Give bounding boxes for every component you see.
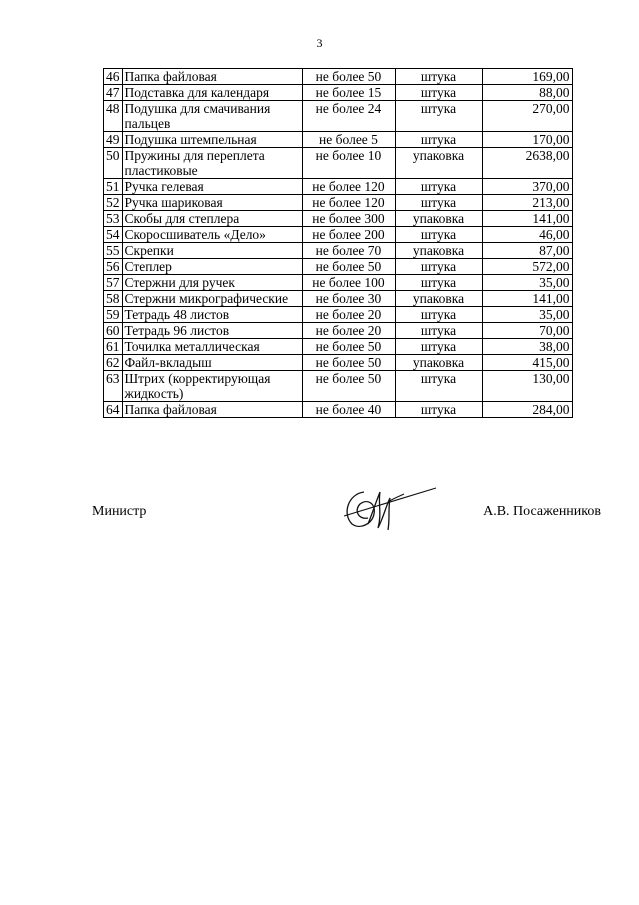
item-quantity: не более 50 (302, 259, 395, 275)
item-name: Тетрадь 48 листов (122, 307, 302, 323)
item-unit: штука (395, 402, 482, 418)
item-unit: штука (395, 275, 482, 291)
item-name: Папка файловая (122, 69, 302, 85)
item-quantity: не более 70 (302, 243, 395, 259)
item-quantity: не более 15 (302, 85, 395, 101)
item-unit: штука (395, 307, 482, 323)
table-row (104, 323, 573, 339)
item-price: 284,00 (482, 402, 572, 418)
table-row (104, 339, 573, 355)
row-number: 49 (104, 132, 123, 148)
item-price: 70,00 (482, 323, 572, 339)
item-quantity: не более 50 (302, 355, 395, 371)
row-number: 62 (104, 355, 123, 371)
table-row (104, 69, 573, 85)
item-price: 35,00 (482, 275, 572, 291)
row-number: 55 (104, 243, 123, 259)
item-unit: упаковка (395, 148, 482, 179)
item-price: 169,00 (482, 69, 572, 85)
table-row (104, 291, 573, 307)
item-price: 213,00 (482, 195, 572, 211)
item-price: 415,00 (482, 355, 572, 371)
table-row (104, 179, 573, 195)
item-name: Подушка для смачивания пальцев (122, 101, 302, 132)
item-unit: штука (395, 85, 482, 101)
table-row (104, 355, 573, 371)
item-name: Папка файловая (122, 402, 302, 418)
table-row (104, 227, 573, 243)
item-price: 141,00 (482, 211, 572, 227)
table-row (104, 195, 573, 211)
item-name: Файл-вкладыш (122, 355, 302, 371)
row-number: 57 (104, 275, 123, 291)
item-name: Скобы для степлера (122, 211, 302, 227)
item-price: 270,00 (482, 101, 572, 132)
table-row (104, 132, 573, 148)
row-number: 64 (104, 402, 123, 418)
item-unit: штука (395, 101, 482, 132)
item-quantity: не более 20 (302, 323, 395, 339)
item-name: Ручка шариковая (122, 195, 302, 211)
item-unit: штука (395, 179, 482, 195)
item-unit: штука (395, 195, 482, 211)
item-price: 46,00 (482, 227, 572, 243)
table-row (104, 243, 573, 259)
item-name: Стержни микрографические (122, 291, 302, 307)
item-name: Штрих (корректирующая жидкость) (122, 371, 302, 402)
signatory-title: Министр (92, 504, 147, 519)
item-unit: упаковка (395, 211, 482, 227)
item-name: Скоросшиватель «Дело» (122, 227, 302, 243)
row-number: 51 (104, 179, 123, 195)
table-row (104, 148, 573, 179)
table-row (104, 371, 573, 402)
row-number: 63 (104, 371, 123, 402)
item-quantity: не более 50 (302, 69, 395, 85)
item-price: 141,00 (482, 291, 572, 307)
item-name: Пружины для переплета пластиковые (122, 148, 302, 179)
item-unit: штука (395, 69, 482, 85)
item-name: Подставка для календаря (122, 85, 302, 101)
item-quantity: не более 50 (302, 371, 395, 402)
row-number: 52 (104, 195, 123, 211)
item-price: 170,00 (482, 132, 572, 148)
handwritten-signature-icon (338, 484, 438, 540)
row-number: 60 (104, 323, 123, 339)
item-unit: упаковка (395, 355, 482, 371)
item-quantity: не более 30 (302, 291, 395, 307)
table-row (104, 211, 573, 227)
item-name: Стержни для ручек (122, 275, 302, 291)
item-name: Подушка штемпельная (122, 132, 302, 148)
row-number: 47 (104, 85, 123, 101)
table-row (104, 402, 573, 418)
table-row (104, 275, 573, 291)
row-number: 56 (104, 259, 123, 275)
item-quantity: не более 200 (302, 227, 395, 243)
item-unit: штука (395, 227, 482, 243)
row-number: 46 (104, 69, 123, 85)
page-number: 3 (316, 36, 323, 50)
item-unit: штука (395, 371, 482, 402)
table-row (104, 307, 573, 323)
row-number: 53 (104, 211, 123, 227)
item-quantity: не более 50 (302, 339, 395, 355)
item-price: 35,00 (482, 307, 572, 323)
row-number: 48 (104, 101, 123, 132)
item-price: 87,00 (482, 243, 572, 259)
row-number: 59 (104, 307, 123, 323)
row-number: 54 (104, 227, 123, 243)
item-unit: штука (395, 259, 482, 275)
item-name: Ручка гелевая (122, 179, 302, 195)
item-quantity: не более 10 (302, 148, 395, 179)
item-price: 38,00 (482, 339, 572, 355)
table-row (104, 85, 573, 101)
table-row (104, 101, 573, 132)
item-name: Степлер (122, 259, 302, 275)
signature-block (0, 492, 639, 552)
item-unit: упаковка (395, 291, 482, 307)
table-row (104, 259, 573, 275)
item-price: 572,00 (482, 259, 572, 275)
row-number: 50 (104, 148, 123, 179)
row-number: 58 (104, 291, 123, 307)
item-name: Точилка металлическая (122, 339, 302, 355)
item-price: 130,00 (482, 371, 572, 402)
item-quantity: не более 5 (302, 132, 395, 148)
row-number: 61 (104, 339, 123, 355)
item-quantity: не более 20 (302, 307, 395, 323)
item-quantity: не более 40 (302, 402, 395, 418)
item-unit: штука (395, 323, 482, 339)
item-name: Скрепки (122, 243, 302, 259)
item-quantity: не более 300 (302, 211, 395, 227)
item-unit: упаковка (395, 243, 482, 259)
item-price: 2638,00 (482, 148, 572, 179)
item-quantity: не более 24 (302, 101, 395, 132)
items-table (103, 68, 573, 418)
item-quantity: не более 120 (302, 195, 395, 211)
item-quantity: не более 100 (302, 275, 395, 291)
item-price: 370,00 (482, 179, 572, 195)
items-table-body (104, 69, 573, 418)
item-unit: штука (395, 339, 482, 355)
item-price: 88,00 (482, 85, 572, 101)
signatory-name: А.В. Посаженников (483, 504, 601, 519)
item-unit: штука (395, 132, 482, 148)
item-name: Тетрадь 96 листов (122, 323, 302, 339)
item-quantity: не более 120 (302, 179, 395, 195)
